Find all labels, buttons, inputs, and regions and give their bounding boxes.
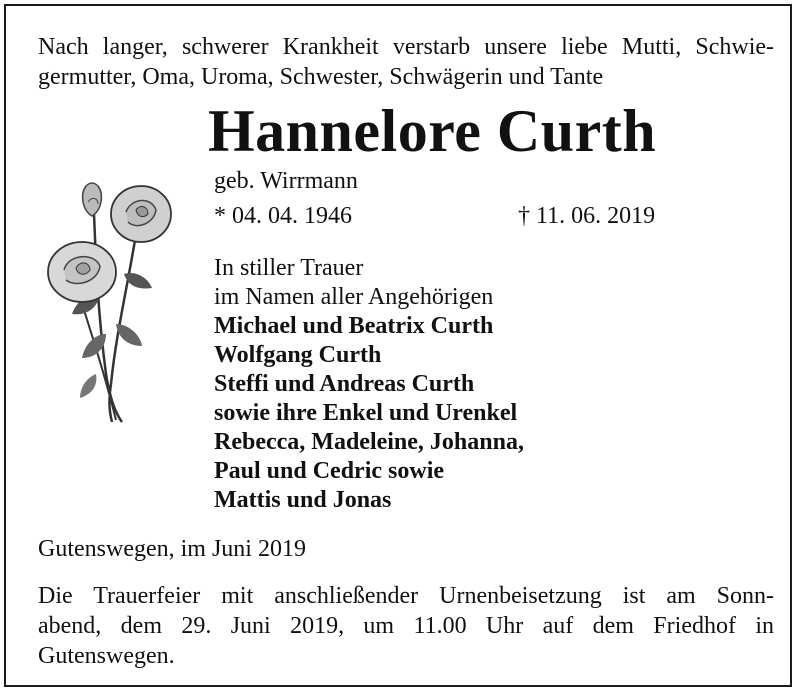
roses-icon: [36, 174, 186, 424]
service-line: Die Trauerfeier mit anschließender Urnenbeisetzung ist am Sonn-: [38, 583, 774, 609]
mourner-name: Michael und Beatrix Curth: [214, 313, 494, 339]
mourners-line: In stiller Trauer: [214, 255, 364, 281]
service-line: abend, dem 29. Juni 2019, um 11.00 Uhr auf dem Friedhof in: [38, 613, 774, 639]
mourner-name: Wolfgang Curth: [214, 342, 382, 368]
mourner-name: Paul und Cedric sowie: [214, 458, 445, 484]
mourners-line: im Namen aller Angehörigen: [214, 284, 494, 310]
intro-line: germutter, Oma, Uroma, Schwester, Schwägerin und Tante: [38, 64, 604, 90]
mourners-list: [214, 254, 524, 515]
service-line: Gutenswegen.: [38, 643, 175, 669]
birth-name: geb. Wirrmann: [214, 168, 358, 194]
mourner-name: sowie ihre Enkel und Urenkel: [214, 400, 518, 426]
birth-date: * 04. 04. 1946: [214, 203, 352, 229]
place-date: Gutenswegen, im Juni 2019: [38, 536, 306, 562]
mourner-name: Rebecca, Madeleine, Johanna,: [214, 429, 524, 455]
mourner-name: Mattis und Jonas: [214, 487, 392, 513]
obituary-notice: [4, 4, 792, 687]
death-date: † 11. 06. 2019: [518, 203, 656, 229]
intro-text: [38, 32, 774, 92]
deceased-name: Hannelore Curth: [208, 98, 657, 164]
service-info: [38, 581, 774, 671]
mourner-name: Steffi und Andreas Curth: [214, 371, 475, 397]
intro-line: Nach langer, schwerer Krankheit verstarb unsere liebe Mutti, Schwie-: [38, 34, 774, 60]
